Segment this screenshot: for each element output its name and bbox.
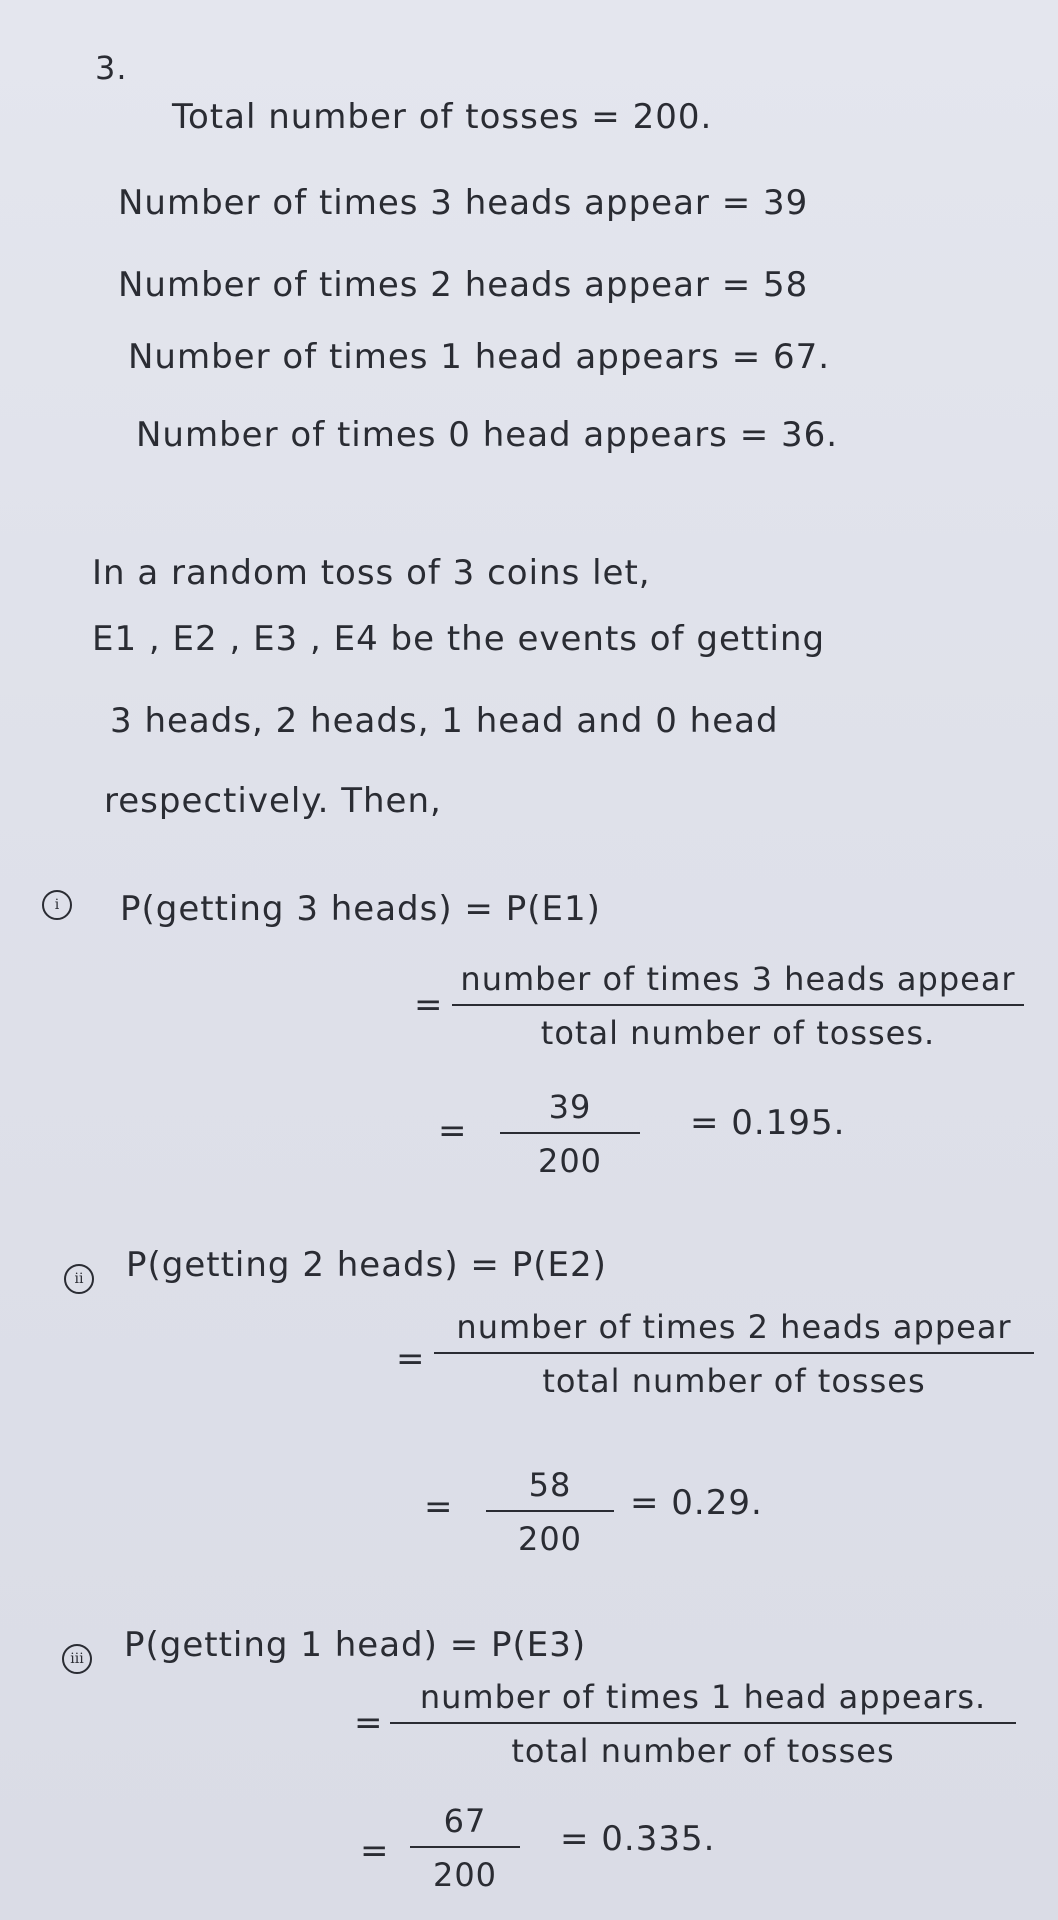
- part-ii-result: = 0.29.: [630, 1483, 763, 1523]
- part-ii-formula: [434, 1308, 1034, 1400]
- part-ii-formula-numerator: number of times 2 heads appear: [456, 1308, 1012, 1346]
- part-ii-heading: P(getting 2 heads) = P(E2): [126, 1245, 607, 1285]
- part-marker-iii: iii: [62, 1644, 92, 1674]
- intro-line-4: respectively. Then,: [104, 781, 442, 821]
- part-i-result: = 0.195.: [690, 1103, 846, 1143]
- part-ii-equals: =: [396, 1339, 425, 1379]
- part-iii-value: [410, 1802, 520, 1894]
- intro-line-1: In a random toss of 3 coins let,: [92, 553, 651, 593]
- part-iii-formula: [390, 1678, 1016, 1770]
- given-total-tosses: Total number of tosses = 200.: [172, 97, 713, 137]
- part-marker-ii: ii: [64, 1264, 94, 1294]
- part-iii-equals-2: =: [360, 1831, 389, 1871]
- part-iii-value-denominator: 200: [432, 1856, 498, 1894]
- part-ii-formula-denominator: total number of tosses: [542, 1362, 926, 1400]
- part-iii-formula-denominator: total number of tosses: [511, 1732, 895, 1770]
- part-ii-value: [486, 1466, 614, 1558]
- part-i-value: [500, 1088, 640, 1180]
- fraction-bar: [452, 1004, 1024, 1006]
- given-one-head: Number of times 1 head appears = 67.: [128, 337, 831, 377]
- part-i-heading: P(getting 3 heads) = P(E1): [120, 889, 601, 929]
- fraction-bar: [434, 1352, 1034, 1354]
- given-two-heads: Number of times 2 heads appear = 58: [118, 265, 809, 305]
- given-zero-head: Number of times 0 head appears = 36.: [136, 415, 839, 455]
- part-iii-formula-numerator: number of times 1 head appears.: [419, 1678, 987, 1716]
- intro-line-2: E1 , E2 , E3 , E4 be the events of getting: [92, 619, 826, 659]
- part-i-equals-2: =: [438, 1111, 467, 1151]
- part-i-formula-numerator: number of times 3 heads appear: [460, 960, 1016, 998]
- part-i-value-denominator: 200: [537, 1142, 603, 1180]
- part-i-equals: =: [414, 985, 443, 1025]
- part-iii-equals: =: [354, 1703, 383, 1743]
- fraction-bar: [390, 1722, 1016, 1724]
- given-three-heads: Number of times 3 heads appear = 39: [118, 183, 809, 223]
- part-i-formula: [452, 960, 1024, 1052]
- fraction-bar: [486, 1510, 614, 1512]
- part-ii-value-numerator: 58: [528, 1466, 572, 1504]
- part-i-value-numerator: 39: [548, 1088, 592, 1126]
- intro-line-3: 3 heads, 2 heads, 1 head and 0 head: [110, 701, 779, 741]
- fraction-bar: [500, 1132, 640, 1134]
- part-iii-value-numerator: 67: [443, 1802, 487, 1840]
- part-ii-equals-2: =: [424, 1487, 453, 1527]
- part-iii-result: = 0.335.: [560, 1819, 716, 1859]
- question-number: 3.: [95, 49, 128, 87]
- fraction-bar: [410, 1846, 520, 1848]
- part-iii-heading: P(getting 1 head) = P(E3): [124, 1625, 587, 1665]
- part-ii-value-denominator: 200: [517, 1520, 583, 1558]
- part-i-formula-denominator: total number of tosses.: [540, 1014, 936, 1052]
- part-marker-i: i: [42, 890, 72, 920]
